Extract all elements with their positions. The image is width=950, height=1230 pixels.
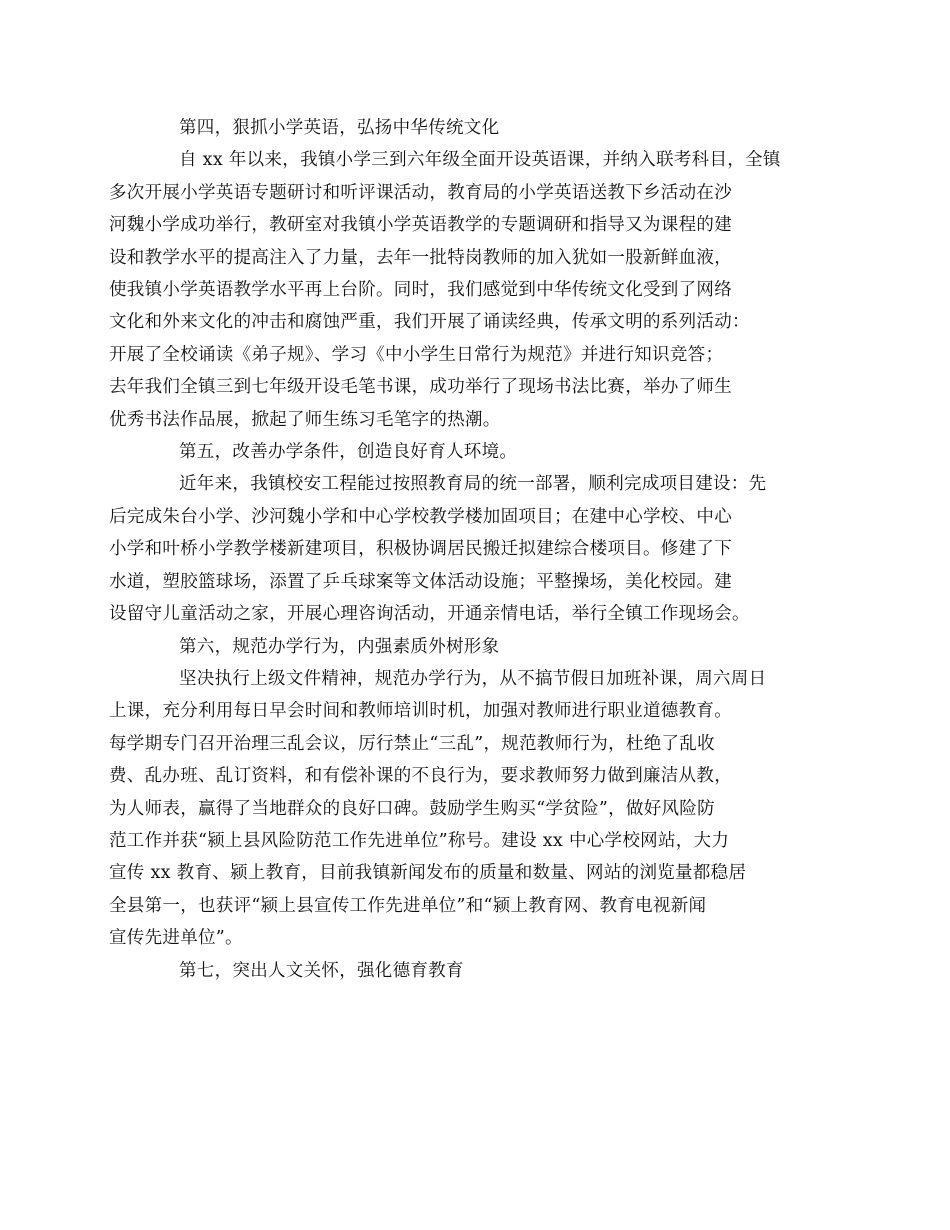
text-line: 第四，狠抓小学英语，弘扬中华传统文化	[179, 118, 500, 138]
text-line: 多次开展小学英语专题研讨和听评课活动，教育局的小学英语送教下乡活动在沙	[109, 182, 732, 203]
text-line: 河魏小学成功举行，教研室对我镇小学英语教学的专题调研和指导又为课程的建	[109, 215, 732, 236]
text-line: 全县第一，也获评“颍上县宣传工作先进单位”和“颍上教育网、教育电视新闻	[109, 895, 707, 916]
text-line: 为人师表，赢得了当地群众的良好口碑。鼓励学生购买“学贫险”，做好风险防	[109, 798, 715, 819]
text-line: 每学期专门召开治理三乱会议，厉行禁止“三乱”，规范教师行为，杜绝了乱收	[109, 733, 715, 754]
paragraph-school-conduct	[109, 663, 814, 955]
text-line: 费、乱办班、乱订资料，和有偿补课的不良行为，要求教师努力做到廉洁从教，	[109, 766, 732, 787]
text-line: 使我镇小学英语教学水平再上台阶。同时，我们感觉到中华传统文化受到了网络	[109, 280, 732, 301]
heading-fifth	[144, 436, 814, 468]
text-line: 开展了全校诵读《弟子规》、学习《中小学生日常行为规范》并进行知识竞答；	[109, 344, 724, 365]
text-line: 自 xx 年以来，我镇小学三到六年级全面开设英语课，并纳入联考科目，全镇	[179, 150, 781, 171]
text-line: 第五，改善办学条件，创造良好育人环境。	[179, 442, 518, 463]
document-body	[109, 112, 814, 987]
heading-seventh	[144, 955, 814, 987]
text-line: 设和教学水平的提高注入了力量，去年一批特岗教师的加入犹如一股新鲜血液，	[109, 247, 732, 268]
text-line: 设留守儿童活动之家，开展心理咨询活动，开通亲情电话，举行全镇工作现场会。	[109, 604, 750, 625]
text-line: 第七，突出人文关怀，强化德育教育	[179, 960, 464, 981]
text-line: 小学和叶桥小学教学楼新建项目，积极协调居民搬迁拟建综合楼项目。修建了下	[109, 539, 732, 560]
text-line: 上课，充分利用每日早会时间和教师培训时机，加强对教师进行职业道德教育。	[109, 701, 732, 722]
text-line: 第六，规范办学行为，内强素质外树形象	[179, 636, 500, 657]
text-line: 优秀书法作品展，掀起了师生练习毛笔字的热潮。	[109, 409, 501, 430]
heading-sixth	[144, 631, 814, 663]
text-line: 文化和外来文化的冲击和腐蚀严重，我们开展了诵读经典，传承文明的系列活动：	[109, 312, 750, 333]
text-line: 去年我们全镇三到七年级开设毛笔书课，成功举行了现场书法比赛，举办了师生	[109, 377, 732, 398]
heading-fourth	[144, 112, 814, 144]
text-line: 近年来，我镇校安工程能过按照教育局的统一部署，顺利完成项目建设：先	[179, 474, 767, 495]
text-line: 坚决执行上级文件精神，规范办学行为，从不搞节假日加班补课，周六周日	[179, 668, 767, 689]
text-line: 宣传 xx 教育、颍上教育，目前我镇新闻发布的质量和数量、网站的浏览量都稳居	[109, 863, 747, 884]
text-line: 水道，塑胶篮球场，添置了乒乓球案等文体活动设施；平整操场，美化校园。建	[109, 571, 732, 592]
text-line: 后完成朱台小学、沙河魏小学和中心学校教学楼加固项目；在建中心学校、中心	[109, 506, 732, 527]
text-line: 宣传先进单位”。	[109, 928, 243, 949]
text-line: 范工作并获“颍上县风险防范工作先进单位”称号。建设 xx 中心学校网站，大力	[109, 830, 730, 851]
paragraph-english-culture	[109, 144, 814, 436]
paragraph-school-conditions	[109, 468, 814, 630]
